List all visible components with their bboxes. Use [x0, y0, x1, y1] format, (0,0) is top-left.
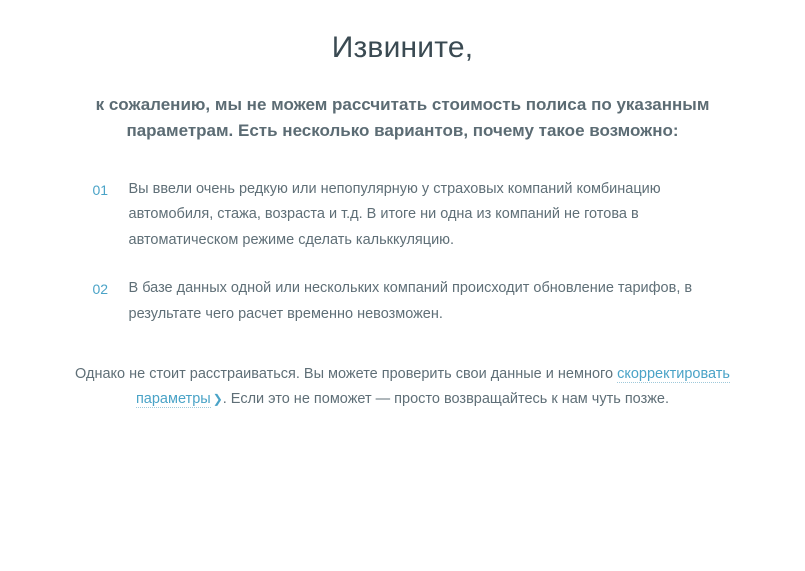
- footer-text-before: Однако не стоит расстраиваться. Вы можете проверить свои данные и немного: [75, 365, 618, 382]
- list-item-text: Вы ввели очень редкую или непопулярную у страховых компаний комбинацию автомобиля, стажа, возраста и т.д. В итоге ни одна из компаний не готова в автоматическом режиме сделать кальккуляцию.: [128, 180, 661, 249]
- footer-text-after: . Если это не поможет — просто возвращайтесь к нам чуть позже.: [222, 391, 670, 408]
- footer-note: [53, 362, 753, 414]
- adjust-parameters-link[interactable]: скорректировать параметры: [135, 365, 730, 408]
- list-item-number: 02: [92, 281, 109, 298]
- reasons-list: [53, 177, 753, 328]
- list-item: [93, 276, 753, 328]
- list-item: [93, 177, 753, 254]
- error-page: [0, 30, 805, 571]
- page-title: Извините,: [331, 31, 474, 64]
- list-item-text: В базе данных одной или нескольких компаний происходит обновление тарифов, в результате чего расчет временно невозможен.: [128, 280, 693, 322]
- page-subtitle: к сожалению, мы не можем рассчитать стоимость полиса по указанным параметрам. Есть несколько вариантов, почему такое возможно:: [95, 95, 710, 141]
- chevron-right-icon[interactable]: ❯: [212, 392, 223, 407]
- list-item-number: 01: [92, 181, 109, 198]
